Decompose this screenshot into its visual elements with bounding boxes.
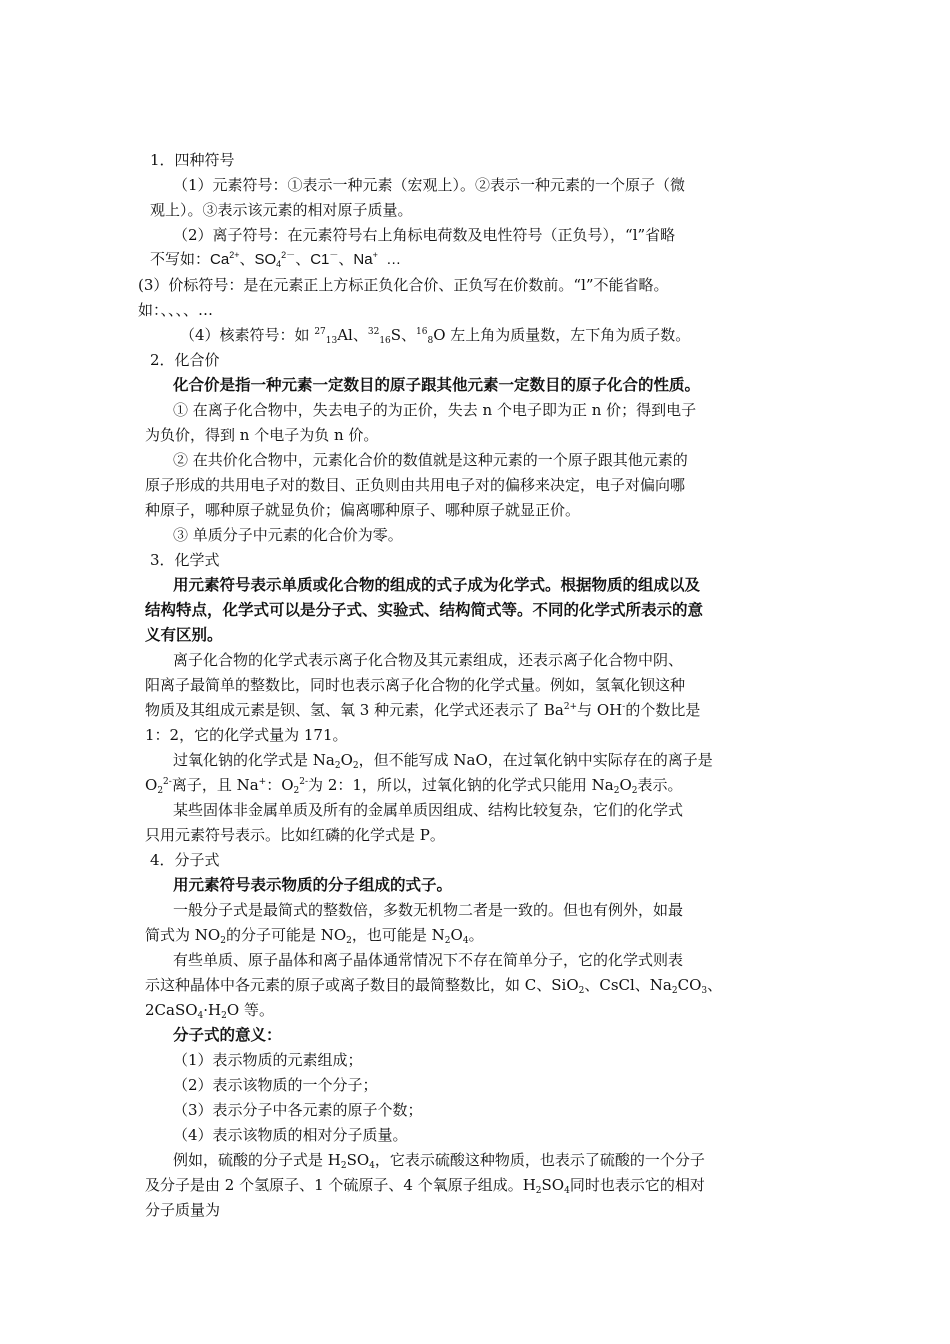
text-run: 2．化合价	[150, 351, 220, 369]
text-run: 1：2，它的化学式量为 171。	[145, 726, 348, 744]
subscript-text: 2	[334, 761, 341, 771]
text-run: ，它表示硫酸这种物质，也表示了硫酸的一个分子	[374, 1151, 705, 1169]
text-run: 简式为 NO	[145, 926, 221, 944]
text-run: 结构特点，化学式可以是分子式、实验式、结构简式等。不同的化学式所表示的意	[145, 601, 704, 619]
text-run: （1）表示物质的元素组成；	[173, 1051, 363, 1069]
section-heading	[150, 348, 815, 372]
subscript-text: 2	[535, 1186, 542, 1196]
paragraph-line	[173, 798, 838, 822]
text-run: 某些固体非金属单质及所有的金属单质因组成、结构比较复杂，它们的化学式	[173, 801, 684, 819]
text-run: 表示。	[637, 776, 683, 794]
text-run: (3）价标符号：是在元素正上方标正负化合价、正负写在价数前。“l”不能省略。	[138, 276, 669, 294]
supscript-text: 2－	[281, 250, 296, 260]
supscript-text: 27	[314, 327, 326, 337]
text-run: O 左上角为质量数，左下角为质子数。	[433, 326, 691, 344]
formula-line	[180, 323, 845, 347]
subscript-text: 2	[346, 936, 352, 946]
paragraph-line	[145, 773, 810, 797]
paragraph-line	[138, 273, 813, 297]
supscript-text: 2+	[563, 702, 578, 712]
text-run: ③ 单质分子中元素的化合价为零。	[173, 526, 403, 544]
text-run: 同时也表示它的相对	[569, 1176, 705, 1194]
text-run: 分子质量为	[145, 1201, 221, 1219]
bold-definition	[145, 598, 810, 622]
paragraph-line	[145, 923, 810, 947]
supscript-text: －	[329, 250, 339, 260]
text-run: O	[145, 776, 158, 794]
text-run: 离子化合物的化学式表示离子化合物及其元素组成，还表示离子化合物中阴、	[173, 651, 684, 669]
text-run: 。	[468, 926, 484, 944]
subscript-text: 3	[701, 986, 708, 996]
text-run: （2）表示该物质的一个分子；	[173, 1076, 378, 1094]
text-run: 、CsCl、Na	[584, 976, 672, 994]
subscript-text: 4	[462, 936, 469, 946]
text-run: 、C1	[295, 251, 330, 268]
text-run: 1．四种符号	[150, 151, 235, 169]
text-run: 为负价，得到 n 个电子为负 n 价。	[145, 426, 379, 444]
bold-definition	[173, 373, 838, 397]
subscript-text: 2	[631, 786, 638, 796]
paragraph-line	[173, 523, 838, 547]
paragraph-line	[173, 898, 838, 922]
text-run: 与 OH	[577, 701, 623, 719]
text-run: Ca	[210, 251, 230, 268]
text-run: ：O	[266, 776, 294, 794]
text-run: O	[619, 776, 632, 794]
paragraph-line	[145, 423, 810, 447]
supscript-text: +	[372, 250, 378, 260]
paragraph-line	[150, 198, 815, 222]
list-item	[173, 1048, 838, 1072]
paragraph-line	[145, 723, 810, 747]
text-run: 、SO	[239, 251, 277, 268]
supscript-text: 2-	[163, 777, 172, 787]
text-run: SO	[346, 1151, 370, 1169]
text-run: 义有区别。	[145, 626, 223, 644]
supscript-text: 2-	[299, 777, 309, 787]
subscript-text: 4	[197, 1011, 204, 1021]
text-run: 用元素符号表示单质或化合物的组成的式子成为化学式。根据物质的组成以及	[173, 576, 701, 594]
text-run: （1）元素符号：①表示一种元素（宏观上）。②表示一种元素的一个原子（微	[173, 176, 686, 194]
text-run: 的个数比是	[625, 701, 701, 719]
subscript-text: 2	[444, 936, 451, 946]
paragraph-line	[173, 223, 838, 247]
text-run: ① 在离子化合物中，失去电子的为正价，失去 n 个电子即为正 n 价；得到电子	[173, 401, 697, 419]
paragraph-line	[138, 298, 803, 322]
text-run: 有些单质、原子晶体和离子晶体通常情况下不存在简单分子，它的化学式则表	[173, 951, 684, 969]
text-run: 离子，且 Na	[171, 776, 259, 794]
subscript-text: 4	[564, 1186, 570, 1196]
subscript-text: 2	[671, 986, 678, 996]
paragraph-line	[145, 1198, 810, 1222]
paragraph-line	[173, 948, 838, 972]
supscript-text: 32	[367, 327, 380, 337]
text-run: （4）核素符号：如	[180, 326, 315, 344]
text-run: ，也可能是 N	[351, 926, 445, 944]
text-run: 物质及其组成元素是钡、氢、氧 3 种元素，化学式还表示了 Ba	[145, 701, 564, 719]
paragraph-line	[173, 398, 838, 422]
paragraph-line	[145, 973, 810, 997]
bold-definition	[173, 873, 838, 897]
paragraph-line	[145, 1173, 810, 1197]
subscript-text: 2	[293, 786, 300, 796]
paragraph-line	[173, 648, 838, 672]
text-run: O	[450, 926, 463, 944]
supscript-text: 2+	[229, 250, 240, 260]
text-run: …	[377, 251, 402, 268]
subscript-text: 2	[613, 786, 620, 796]
text-run: O 等。	[226, 1001, 274, 1019]
text-run: 例如，硫酸的分子式是 H	[173, 1151, 341, 1169]
paragraph-line	[173, 1148, 838, 1172]
text-run: （2）离子符号：在元素符号右上角标电荷数及电性符号（正负号），“l”省略	[173, 226, 676, 244]
text-run: SO	[541, 1176, 565, 1194]
text-run: S、	[390, 326, 417, 344]
supscript-text: -	[622, 702, 626, 712]
text-run: 过氧化钠的化学式是 Na	[173, 751, 335, 769]
text-run: ② 在共价化合物中，元素化合价的数值就是这种元素的一个原子跟其他元素的	[173, 451, 688, 469]
paragraph-line	[145, 823, 810, 847]
paragraph-line	[173, 448, 838, 472]
paragraph-line	[145, 673, 810, 697]
text-run: （3）表示分子中各元素的原子个数；	[173, 1101, 423, 1119]
subheading	[173, 1023, 838, 1047]
subscript-text: 2	[220, 936, 226, 946]
paragraph-line	[145, 998, 810, 1022]
text-run: （4）表示该物质的相对分子质量。	[173, 1126, 408, 1144]
text-run: 不写如：	[150, 251, 211, 268]
text-run: ·H	[203, 1001, 222, 1019]
subscript-text: 16	[379, 336, 391, 346]
text-run: 2CaSO	[145, 1001, 198, 1019]
text-run: 示这种晶体中各元素的原子或离子数目的最简整数比，如 C、SiO	[145, 976, 579, 994]
list-item	[173, 1098, 838, 1122]
text-run: 阳离子最简单的整数比，同时也表示离子化合物的化学式量。例如，氢氧化钡这种	[145, 676, 686, 694]
text-run: 一般分子式是最简式的整数倍，多数无机物二者是一致的。但也有例外，如最	[173, 901, 684, 919]
text-run: 为 2：1，所以，过氧化钠的化学式只能用 Na	[308, 776, 614, 794]
text-run: 原子形成的共用电子对的数目、正负则由共用电子对的偏移来决定，电子对偏向哪	[145, 476, 686, 494]
text-run: 的分子可能是 NO	[225, 926, 347, 944]
list-item	[173, 1073, 838, 1097]
list-item	[173, 1123, 838, 1147]
subscript-text: 2	[352, 761, 359, 771]
text-run: 分子式的意义：	[173, 1026, 282, 1044]
subscript-text: 2	[157, 786, 164, 796]
bold-definition	[145, 623, 810, 647]
text-run: 3．化学式	[150, 551, 220, 569]
text-run: 化合价是指一种元素一定数目的原子跟其他元素一定数目的原子化合的性质。	[173, 376, 701, 394]
text-run: 观上）。③表示该元素的相对原子质量。	[150, 201, 413, 219]
text-run: 及分子是由 2 个氢原子、1 个硫原子、4 个氧原子组成。H	[145, 1176, 536, 1194]
text-run: 4．分子式	[150, 851, 220, 869]
text-run: 、	[707, 976, 723, 994]
text-run: 、Na	[338, 251, 373, 268]
text-run: 如：、、、、…	[138, 301, 214, 319]
subscript-text: 2	[578, 986, 585, 996]
paragraph-line	[173, 173, 838, 197]
paragraph-line	[145, 473, 810, 497]
bold-definition	[173, 573, 838, 597]
paragraph-line	[173, 748, 838, 772]
paragraph-line	[145, 498, 810, 522]
subscript-text: 2	[340, 1161, 347, 1171]
subscript-text: 8	[427, 336, 434, 346]
text-run: 种原子，哪种原子就显负价；偏离哪种原子、哪种原子就显正价。	[145, 501, 581, 519]
section-heading	[150, 848, 815, 872]
text-run: Al、	[337, 326, 368, 344]
text-run: 用元素符号表示物质的分子组成的式子。	[173, 876, 453, 894]
section-heading	[150, 548, 815, 572]
text-run: ，但不能写成 NaO，在过氧化钠中实际存在的离子是	[358, 751, 713, 769]
text-run: 只用元素符号表示。比如红磷的化学式是 P。	[145, 826, 445, 844]
subscript-text: 13	[325, 336, 338, 346]
subscript-text: 2	[221, 1011, 227, 1021]
subscript-text: 4	[369, 1161, 375, 1171]
supscript-text: +	[258, 777, 267, 787]
subscript-text: 4	[276, 259, 282, 269]
section-heading	[150, 148, 815, 172]
paragraph-line	[145, 698, 810, 722]
text-run: O	[340, 751, 353, 769]
text-run: CO	[677, 976, 702, 994]
supscript-text: 16	[416, 327, 428, 337]
formula-line	[150, 248, 815, 272]
